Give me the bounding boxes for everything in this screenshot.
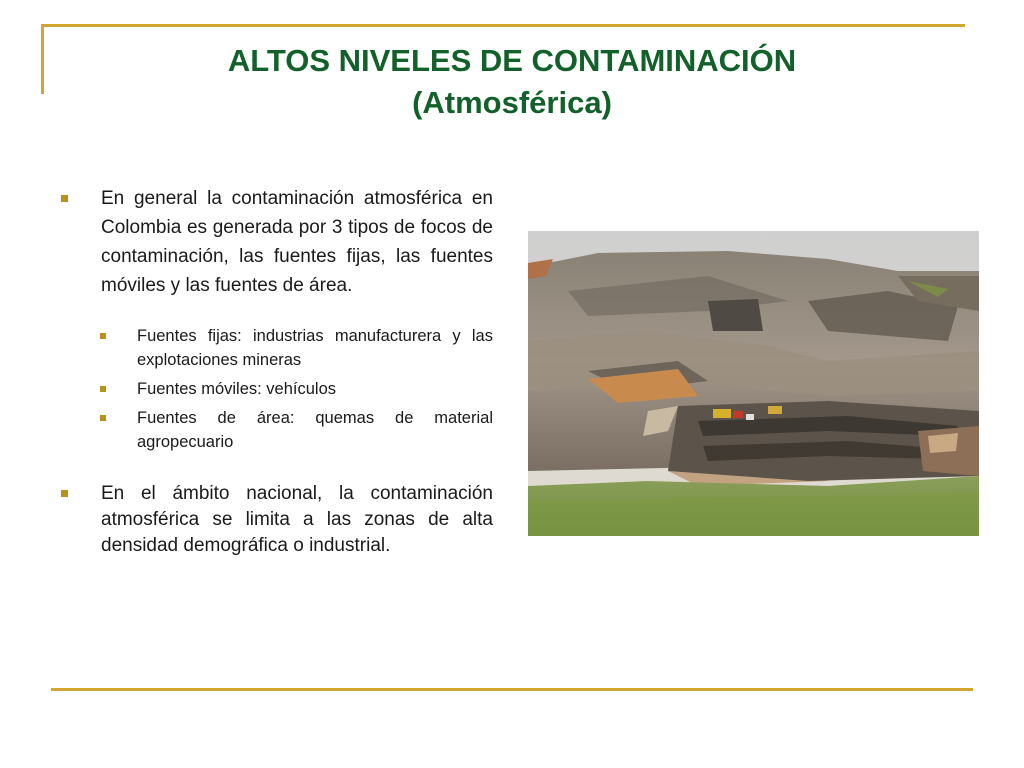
square-bullet-icon [100, 386, 106, 392]
subbullet-item-1 [60, 324, 493, 372]
subbullet-text-3: Fuentes de área: quemas de material agropecuario [137, 409, 493, 451]
subbullet-text-1: Fuentes fijas: industrias manufacturera y las explotaciones mineras [137, 327, 493, 369]
top-border-line [41, 24, 965, 27]
bullet-text-2: En el ámbito nacional, la contaminación atmosférica se limita a las zonas de alta densidad demográfica o industrial. [101, 483, 493, 556]
subbullet-item-2 [60, 377, 493, 401]
subbullet-item-3 [60, 406, 493, 454]
bullet-item-2 [60, 481, 493, 559]
slide-title [150, 40, 874, 124]
subbullet-text-2: Fuentes móviles: vehículos [137, 380, 337, 398]
square-bullet-icon [61, 490, 68, 497]
content-area [60, 184, 493, 559]
title-line-1: ALTOS NIVELES DE CONTAMINACIÓN [227, 43, 797, 78]
square-bullet-icon [100, 415, 106, 421]
bullet-item-1 [60, 184, 493, 300]
square-bullet-icon [100, 333, 106, 339]
left-border-line [41, 24, 44, 94]
title-line-2: (Atmosférica) [412, 85, 612, 120]
square-bullet-icon [61, 195, 68, 202]
bullet-text-1: En general la contaminación atmosférica en Colombia es generada por 3 tipos de focos de contaminación, las fuentes fijas, las fuentes móviles y las fuentes de área. [101, 188, 493, 296]
mining-site-photo [528, 231, 979, 536]
bottom-border-line [51, 688, 973, 691]
